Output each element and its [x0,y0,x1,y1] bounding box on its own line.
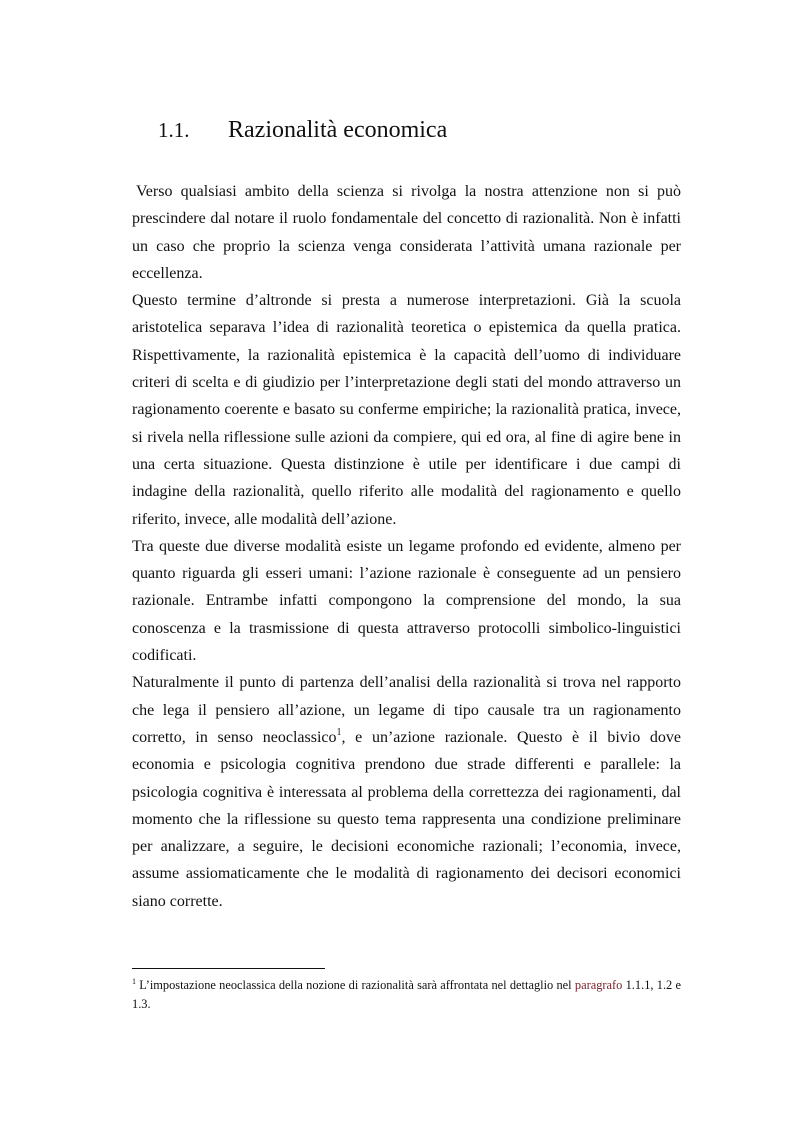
paragraph-4 [132,669,681,915]
paragraph-2: Questo termine d’altronde si presta a numerose interpretazioni. Già la scuola aristotelica separava l’idea di razionalità teoretica o epistemica da quella pratica. Rispettivamente, la razionalità epistemica è la capacità dell’uomo di individuare criteri di scelta e di giudizio per l’interpretazione degli stati del mondo attraverso un ragionamento coerente e basato su conferme empiriche; la razionalità pratica, invece, si rivela nella riflessione sulle azioni da compiere, qui ed ora, al fine di agire bene in una certa situazione. Questa distinzione è utile per identificare i due campi di indagine della razionalità, quello riferito alle modalità del ragionamento e quello riferito, invece, alle modalità dell’azione. [132,292,681,528]
footnote-separator [132,968,325,969]
paragraph-4-text-start: Naturalmente il punto di partenza dell’analisi della razionalità si trova nel rapporto che lega il pensiero all’azione, un legame di tipo causale tra un ragionamento corretto, in senso neoclassico [132,674,681,746]
paragraph-4-text-end: , e un’azione razionale. Questo è il bivio dove economia e psicologia cognitiva prendono due strade differenti e parallele: la psicologia cognitiva è interessata al problema della correttezza dei ragionamenti, dal momento che la riflessione su questo tema rappresenta una condizione preliminare per analizzare, a seguire, le decisioni economiche razionali; l’economia, invece, assume assiomaticamente che le modalità di ragionamento dei decisori economici siano corrette. [132,728,681,910]
footnote [132,976,681,1014]
footnote-reference[interactable]: 1 [336,726,342,738]
body-text [132,178,681,915]
footnote-text: L’impostazione neoclassica della nozione di razionalità sarà affrontata nel dettaglio nel [139,978,572,992]
paragraph-3: Tra queste due diverse modalità esiste un legame profondo ed evidente, almeno per quanto riguarda gli esseri umani: l’azione razionale è conseguente ad un pensiero razionale. Entrambe infatti compongono la comprensione del mondo, la sua conoscenza e la trasmissione di questa attraverso protocolli simbolico-linguistici codificati. [132,537,681,665]
section-title: Razionalità economica [228,117,448,143]
footnote-marker: 1 [132,977,136,986]
paragraph-1: Verso qualsiasi ambito della scienza si rivolga la nostra attenzione non si può prescindere dal notare il ruolo fondamentale del concetto di razionalità. Non è infatti un caso che proprio la scienza venga considerata l’attività umana razionale per eccellenza. [132,183,681,282]
section-heading [158,112,447,148]
section-number: 1.1. [158,118,190,142]
footnote-text-end: 1.1.1, 1.2 e 1.3. [132,978,681,1011]
footnote-link[interactable]: paragrafo [574,978,623,992]
